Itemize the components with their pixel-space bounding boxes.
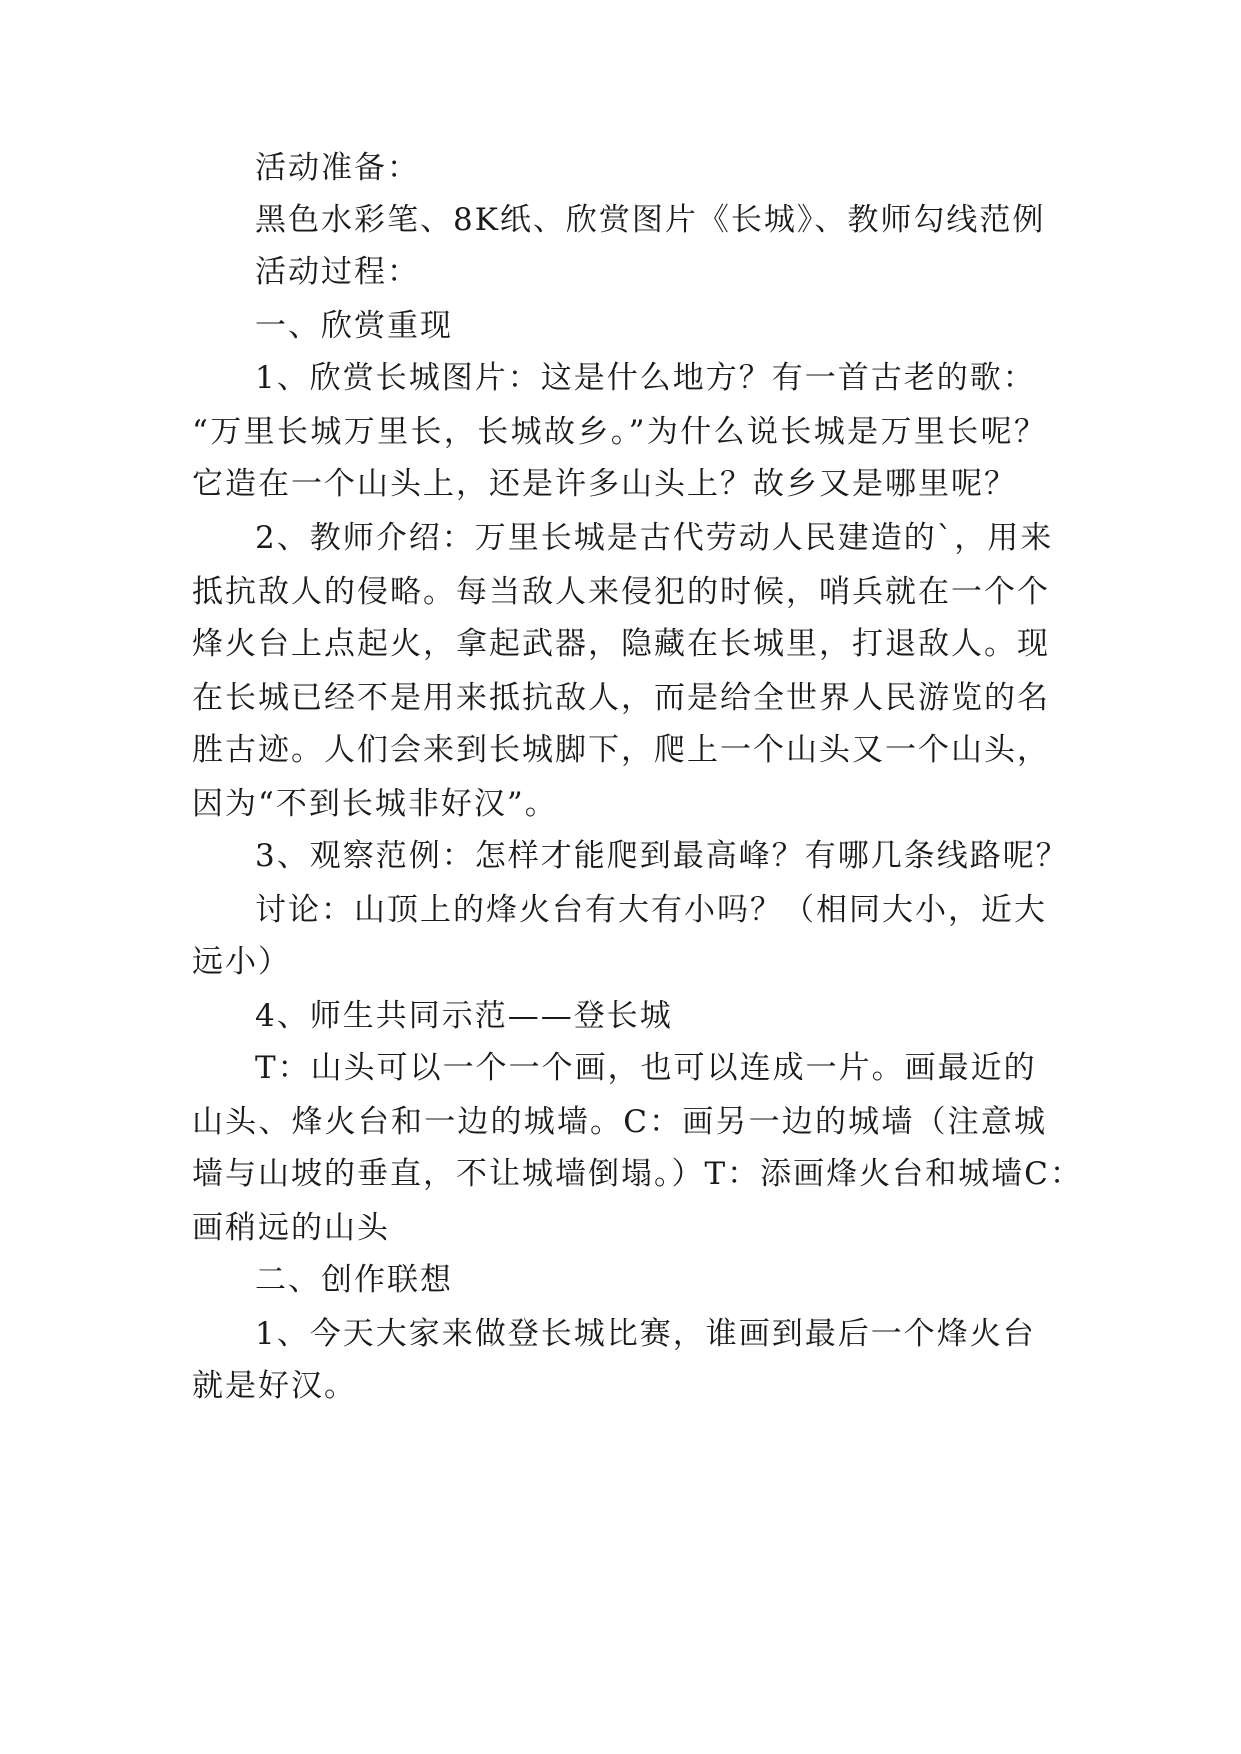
section-heading-1: 一、欣赏重现	[255, 308, 453, 344]
paragraph-line: 1、欣赏长城图片：这是什么地方？有一首古老的歌：	[255, 360, 1036, 396]
paragraph-line: 山头、烽火台和一边的城墙。C：画另一边的城墙（注意城	[192, 1104, 1047, 1140]
paragraph-line: 画稍远的山头	[192, 1210, 390, 1246]
paragraph-line: 烽火台上点起火，拿起武器，隐藏在长城里，打退敌人。现	[192, 626, 1050, 662]
paragraph-line: 就是好汉。	[192, 1368, 357, 1404]
paragraph-line: 1、今天大家来做登长城比赛，谁画到最后一个烽火台	[255, 1316, 1036, 1352]
paragraph-line: 3、观察范例：怎样才能爬到最高峰？有哪几条线路呢？	[255, 838, 1069, 874]
paragraph-line: 它造在一个山头上，还是许多山头上？故乡又是哪里呢？	[192, 466, 1017, 502]
paragraph-line: “万里长城万里长，长城故乡。”为什么说长城是万里长呢？	[192, 414, 1047, 450]
heading-activity-prep: 活动准备：	[255, 150, 420, 186]
paragraph-line: 2、教师介绍：万里长城是古代劳动人民建造的`，用来	[255, 520, 1054, 556]
paragraph-line: 因为“不到长城非好汉”。	[192, 786, 558, 822]
paragraph-line: 抵抗敌人的侵略。每当敌人来侵犯的时候，哨兵就在一个个	[192, 574, 1050, 610]
paragraph-line: 墙与山坡的垂直，不让城墙倒塌。）T：添画烽火台和城墙C：	[192, 1156, 1083, 1192]
paragraph-line: 胜古迹。人们会来到长城脚下，爬上一个山头又一个山头，	[192, 732, 1050, 768]
paragraph-line: T：山头可以一个一个画，也可以连成一片。画最近的	[255, 1050, 1037, 1086]
paragraph-line: 4、师生共同示范——登长城	[255, 998, 673, 1034]
section-heading-2: 二、创作联想	[255, 1262, 453, 1298]
paragraph-line: 在长城已经不是用来抵抗敌人，而是给全世界人民游览的名	[192, 680, 1050, 716]
heading-activity-process: 活动过程：	[255, 254, 420, 290]
paragraph-line: 讨论：山顶上的烽火台有大有小吗？（相同大小，近大	[255, 892, 1047, 928]
prep-materials-text: 黑色水彩笔、8K纸、欣赏图片《长城》、教师勾线范例	[255, 202, 1046, 238]
paragraph-line: 远小）	[192, 944, 291, 980]
